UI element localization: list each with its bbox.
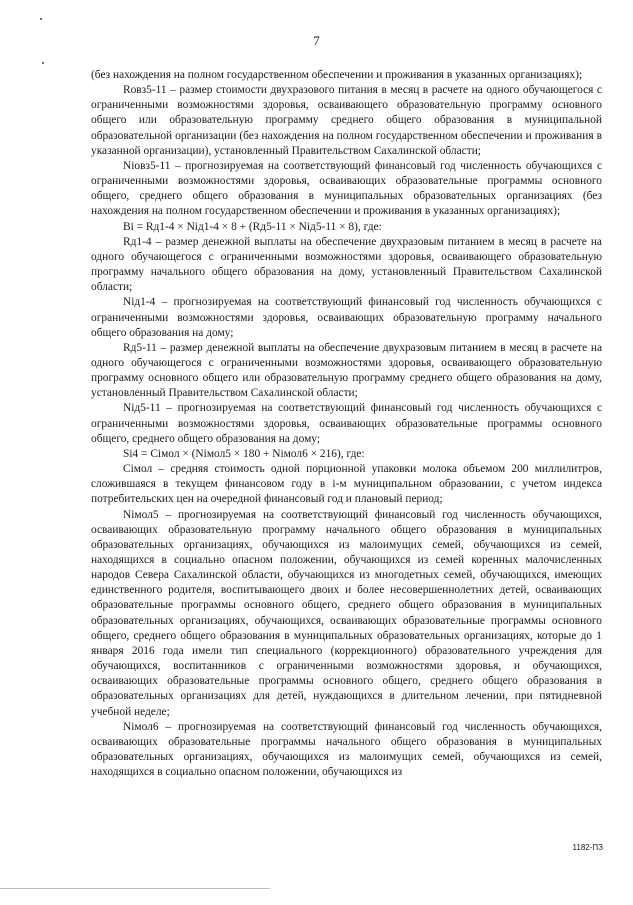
paragraph: Niовз5-11 – прогнозируемая на соответствующий финансовый год численность обучающихся с ограниченными возможностями здоровья, осваивающих образовательные программы основного общего, среднего общего образования в муниципальных образовательных организациях (без нахождения на полном государственном обеспечении и проживания в указанных организациях); <box>91 159 602 218</box>
paragraph: Rовз5-11 – размер стоимости двухразового питания в месяц в расчете на одного обучающегося с ограниченными возможностями здоровья, осваивающего образовательную программу основного общего или образовательную программу среднего общего образования в муниципальной образовательной организации (без нахождения на полном государственном обеспечении и проживания в указанной организации), установленный Правительством Сахалинской области; <box>91 84 602 157</box>
document-code: 1182-ПЗ <box>572 843 603 852</box>
paragraph: Niд1-4 – прогнозируемая на соответствующий финансовый год численность обучающихся с ограниченными возможностями здоровья, осваивающих образовательную программу начального общего образования на дому; <box>91 296 602 339</box>
page-number: 7 <box>313 33 320 48</box>
formula: Bi = Rд1-4 × Niд1-4 × 8 + (Rд5-11 × Niд5-11 × 8), где: <box>123 220 382 233</box>
paragraph: Rд5-11 – размер денежной выплаты на обеспечение двухразовым питанием в месяц в расчете на одного обучающегося с ограниченными возможностями здоровья, осваивающего образовательную программу основного общего или образовательную программу среднего общего образования на дому, установленный Правительством Сахалинской области; <box>91 341 602 400</box>
paragraph: Niд5-11 – прогнозируемая на соответствующий финансовый год численность обучающихся с ограниченными возможностями здоровья, осваивающих образовательные программы основного общего, среднего общего образования на дому; <box>91 402 602 445</box>
paragraph: Ciмол – средняя стоимость одной порционной упаковки молока объемом 200 миллилитров, сложившаяся в текущем финансовом году в i-м муниципальном образовании, с учетом индекса потребительских цен на очередной финансовый год и плановый период; <box>91 463 602 506</box>
paragraph: (без нахождения на полном государственном обеспечении и проживания в указанных организациях); <box>91 69 583 81</box>
paragraph: Niмол5 – прогнозируемая на соответствующий финансовый год численность обучающихся, осваивающих образовательную программу начального общего образования в муниципальных образовательных организациях, обучающихся из малоимущих семей, обучающихся из семей, находящихся в социально опасном положении, обучающихся из семей коренных малочисленных народов Севера Сахалинской области, обучающихся из многодетных семей, обучающихся, имеющих единственного родителя, воспитывающего двоих и более несовершеннолетних детей, осваивающих образовательные программы основного общего, среднего общего образования в муниципальных образовательных организациях, обучающихся, осваивающих образовательные программы основного общего, среднего общего образования в муниципальных образовательных организациях, которые до 1 января 2016 года имели тип специального (коррекционного) образовательного учреждения для обучающихся, воспитанников с ограниченными возможностями здоровья, и обучающихся, осваивающих образовательные программы основного общего, среднего общего образования в образовательных организациях для детей, нуждающихся в длительном лечении, при пятидневной учебной неделе; <box>91 508 602 718</box>
formula: Si4 = Ciмол × (Niмол5 × 180 + Niмол6 × 216), где: <box>123 447 365 460</box>
scan-edge-line <box>0 888 270 889</box>
scan-speck <box>42 62 44 64</box>
paragraph: Rд1-4 – размер денежной выплаты на обеспечение двухразовым питанием в месяц в расчете на одного обучающегося с ограниченными возможностями здоровья, осваивающего образовательную программу начального общего образования на дому, установленный Правительством Сахалинской области; <box>91 235 602 294</box>
document-body <box>91 68 602 780</box>
scan-speck <box>40 18 42 20</box>
paragraph: Niмол6 – прогнозируемая на соответствующий финансовый год численность обучающихся, осваивающих образовательные программы начального общего образования в муниципальных образовательных организациях, обучающихся из малоимущих семей, обучающихся из семей, находящихся в социально опасном положении, обучающихся из <box>91 720 602 779</box>
